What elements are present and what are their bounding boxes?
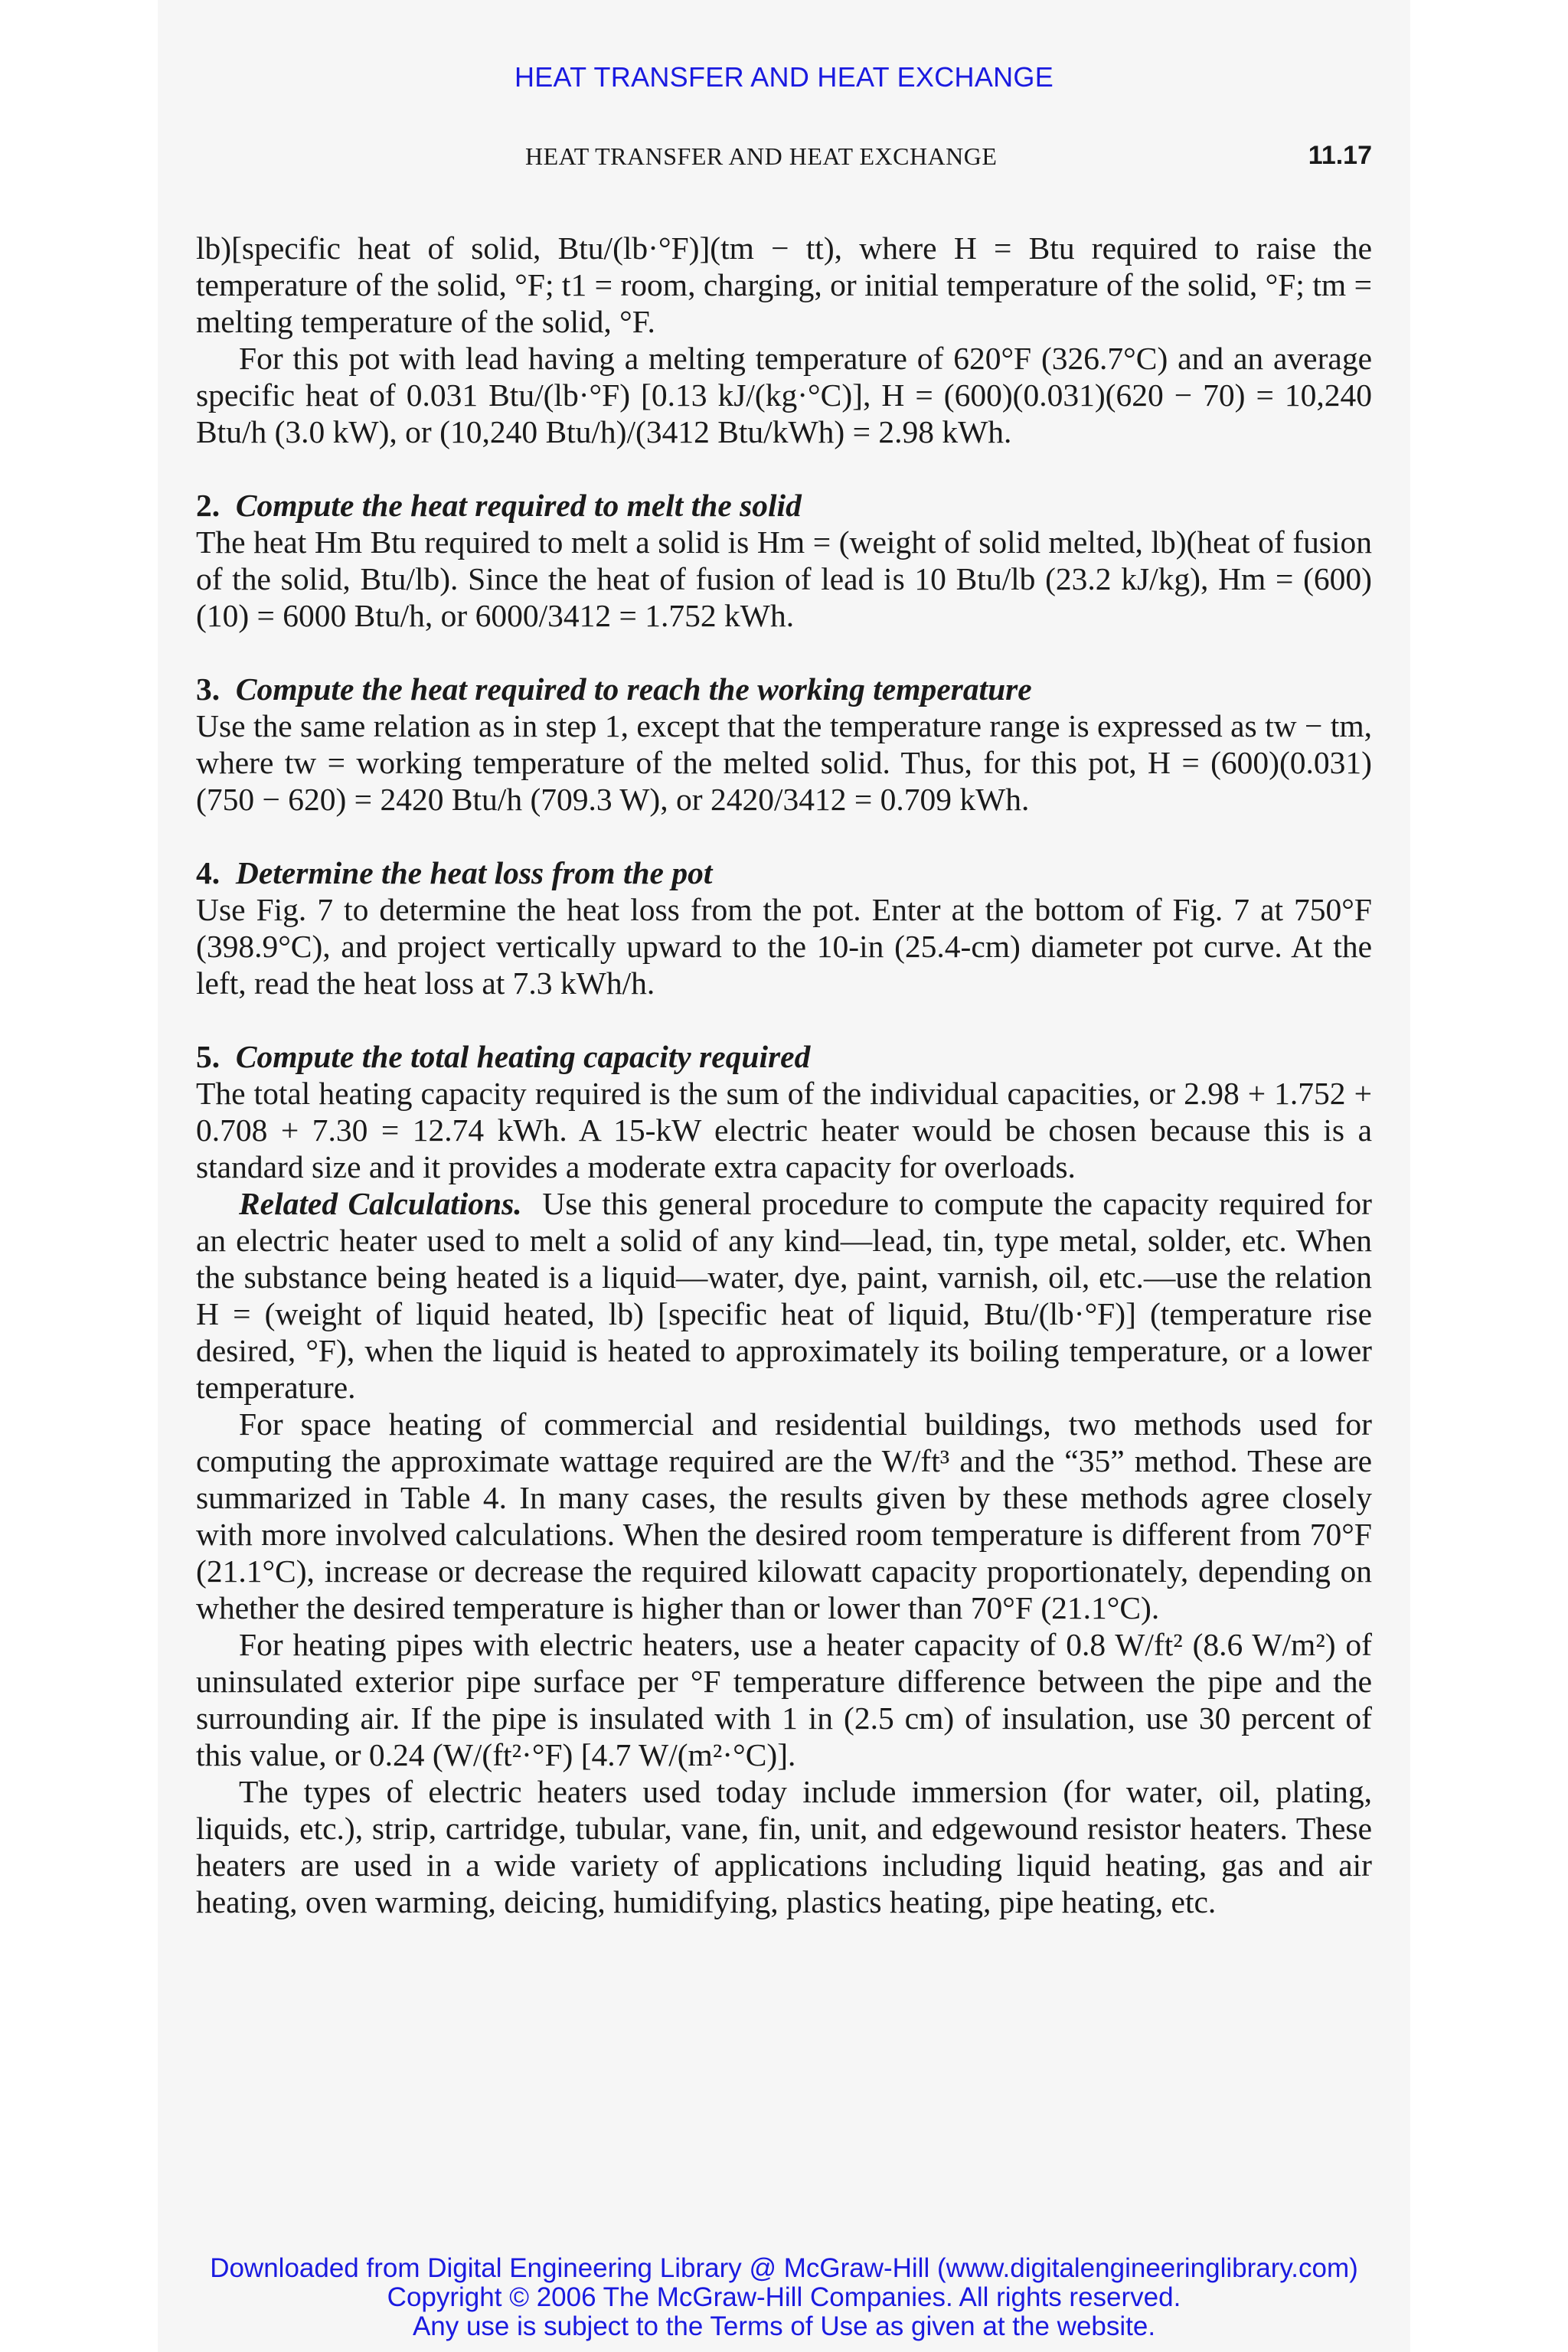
page-body (196, 230, 1372, 1920)
step-text-3: Use the same relation as in step 1, except that the temperature range is expressed as tw − tm, where tw = working temperature of the melted solid. Thus, for this pot, H = (600)(0.031)(750 − 620) = 2420 Btu/h (709.3 W), or 2420/3412 = 0.709 kWh. (196, 708, 1372, 817)
step-title: Compute the heat required to reach the working temperature (235, 671, 1032, 707)
step-title: Compute the heat required to melt the solid (235, 488, 802, 523)
spacer (196, 634, 1372, 671)
step-heading-5 (196, 1038, 1372, 1075)
step-number: 4. (196, 855, 220, 890)
footer-download-link[interactable]: Downloaded from Digital Engineering Library @ McGraw-Hill (www.digitalengineeringlibrary.com) (210, 2253, 1358, 2283)
step-number: 2. (196, 488, 220, 523)
footer-terms-link[interactable]: Any use is subject to the Terms of Use as given at the website. (412, 2311, 1156, 2341)
paragraph-space-heating: For space heating of commercial and residential buildings, two methods used for computing the approximate wattage required are the W/ft³ and the “35” method. These are summarized in Table 4. In many cases, the results given by these methods agree closely with more involved calculations. When the desired room temperature is different from 70°F (21.1°C), increase or decrease the required kilowatt capacity proportionately, depending on whether the desired temperature is higher than or lower than 70°F (21.1°C). (196, 1406, 1372, 1625)
footer-copyright: Copyright © 2006 The McGraw-Hill Companies. All rights reserved. (387, 2282, 1181, 2312)
spacer (196, 450, 1372, 487)
step-text-5: The total heating capacity required is the sum of the individual capacities, or 2.98 + 1.752 + 0.708 + 7.30 = 12.74 kWh. A 15-kW electric heater would be chosen because this is a standard size and it provides a moderate extra capacity for overloads. (196, 1076, 1372, 1184)
running-head (196, 142, 1372, 173)
paragraph-pipes: For heating pipes with electric heaters, use a heater capacity of 0.8 W/ft² (8.6 W/m²) of uninsulated exterior pipe surface per °F temperature difference between the pipe and the surrounding air. If the pipe is insulated with 1 in (2.5 cm) of insulation, use 30 percent of this value, or 0.24 (W/(ft²·°F) [4.7 W/(m²·°C)]. (196, 1627, 1372, 1772)
footer (0, 2254, 1568, 2341)
step-number: 5. (196, 1039, 220, 1074)
running-title: HEAT TRANSFER AND HEAT EXCHANGE (525, 142, 998, 170)
paragraph-intro-2: For this pot with lead having a melting temperature of 620°F (326.7°C) and an average specific heat of 0.031 Btu/(lb·°F) [0.13 kJ/(kg·°C)], H = (600)(0.031)(620 − 70) = 10,240 Btu/h (3.0 kW), or (10,240 Btu/h)/(3412 Btu/kWh) = 2.98 kWh. (196, 341, 1372, 449)
step-title: Compute the total heating capacity required (235, 1039, 811, 1074)
paragraph-heater-types: The types of electric heaters used today include immersion (for water, oil, plating, liquids, etc.), strip, cartridge, tubular, vane, fin, unit, and edgewound resistor heaters. These heaters are used in a wide variety of applications including liquid heating, gas and air heating, oven warming, deicing, humidifying, plastics heating, pipe heating, etc. (196, 1774, 1372, 1919)
step-heading-2 (196, 487, 1372, 524)
spacer (196, 818, 1372, 854)
related-calculations (196, 1185, 1372, 1406)
page-number: 11.17 (1308, 141, 1372, 170)
step-text-4: Use Fig. 7 to determine the heat loss from the pot. Enter at the bottom of Fig. 7 at 750°F (398.9°C), and project vertically upward to the 10-in (25.4-cm) diameter pot curve. At the left, read the heat loss at 7.3 kWh/h. (196, 892, 1372, 1001)
paragraph-intro-1: lb)[specific heat of solid, Btu/(lb·°F)](tm − tt), where H = Btu required to raise the temperature of the solid, °F; t1 = room, charging, or initial temperature of the solid, °F; tm = melting temperature of the solid, °F. (196, 230, 1372, 339)
step-number: 3. (196, 671, 220, 707)
step-heading-4 (196, 854, 1372, 891)
spacer (196, 1001, 1372, 1038)
step-title: Determine the heat loss from the pot (235, 855, 713, 890)
step-heading-3 (196, 671, 1372, 707)
related-text: Use this general procedure to compute the capacity required for an electric heater used to melt a solid of any kind—lead, tin, type metal, solder, etc. When the substance being heated is a liquid—water, dye, paint, varnish, oil, etc.—use the relation H = (weight of liquid heated, lb) [specific heat of liquid, Btu/(lb·°F)] (temperature rise desired, °F), when the liquid is heated to approximately its boiling temperature, or a lower temperature. (196, 1186, 1372, 1405)
step-text-2: The heat Hm Btu required to melt a solid is Hm = (weight of solid melted, lb)(heat of fusion of the solid, Btu/lb). Since the heat of fusion of lead is 10 Btu/lb (23.2 kJ/kg), Hm = (600)(10) = 6000 Btu/h, or 6000/3412 = 1.752 kWh. (196, 524, 1372, 633)
chapter-link[interactable]: HEAT TRANSFER AND HEAT EXCHANGE (514, 61, 1054, 93)
related-label: Related Calculations. (239, 1186, 522, 1221)
